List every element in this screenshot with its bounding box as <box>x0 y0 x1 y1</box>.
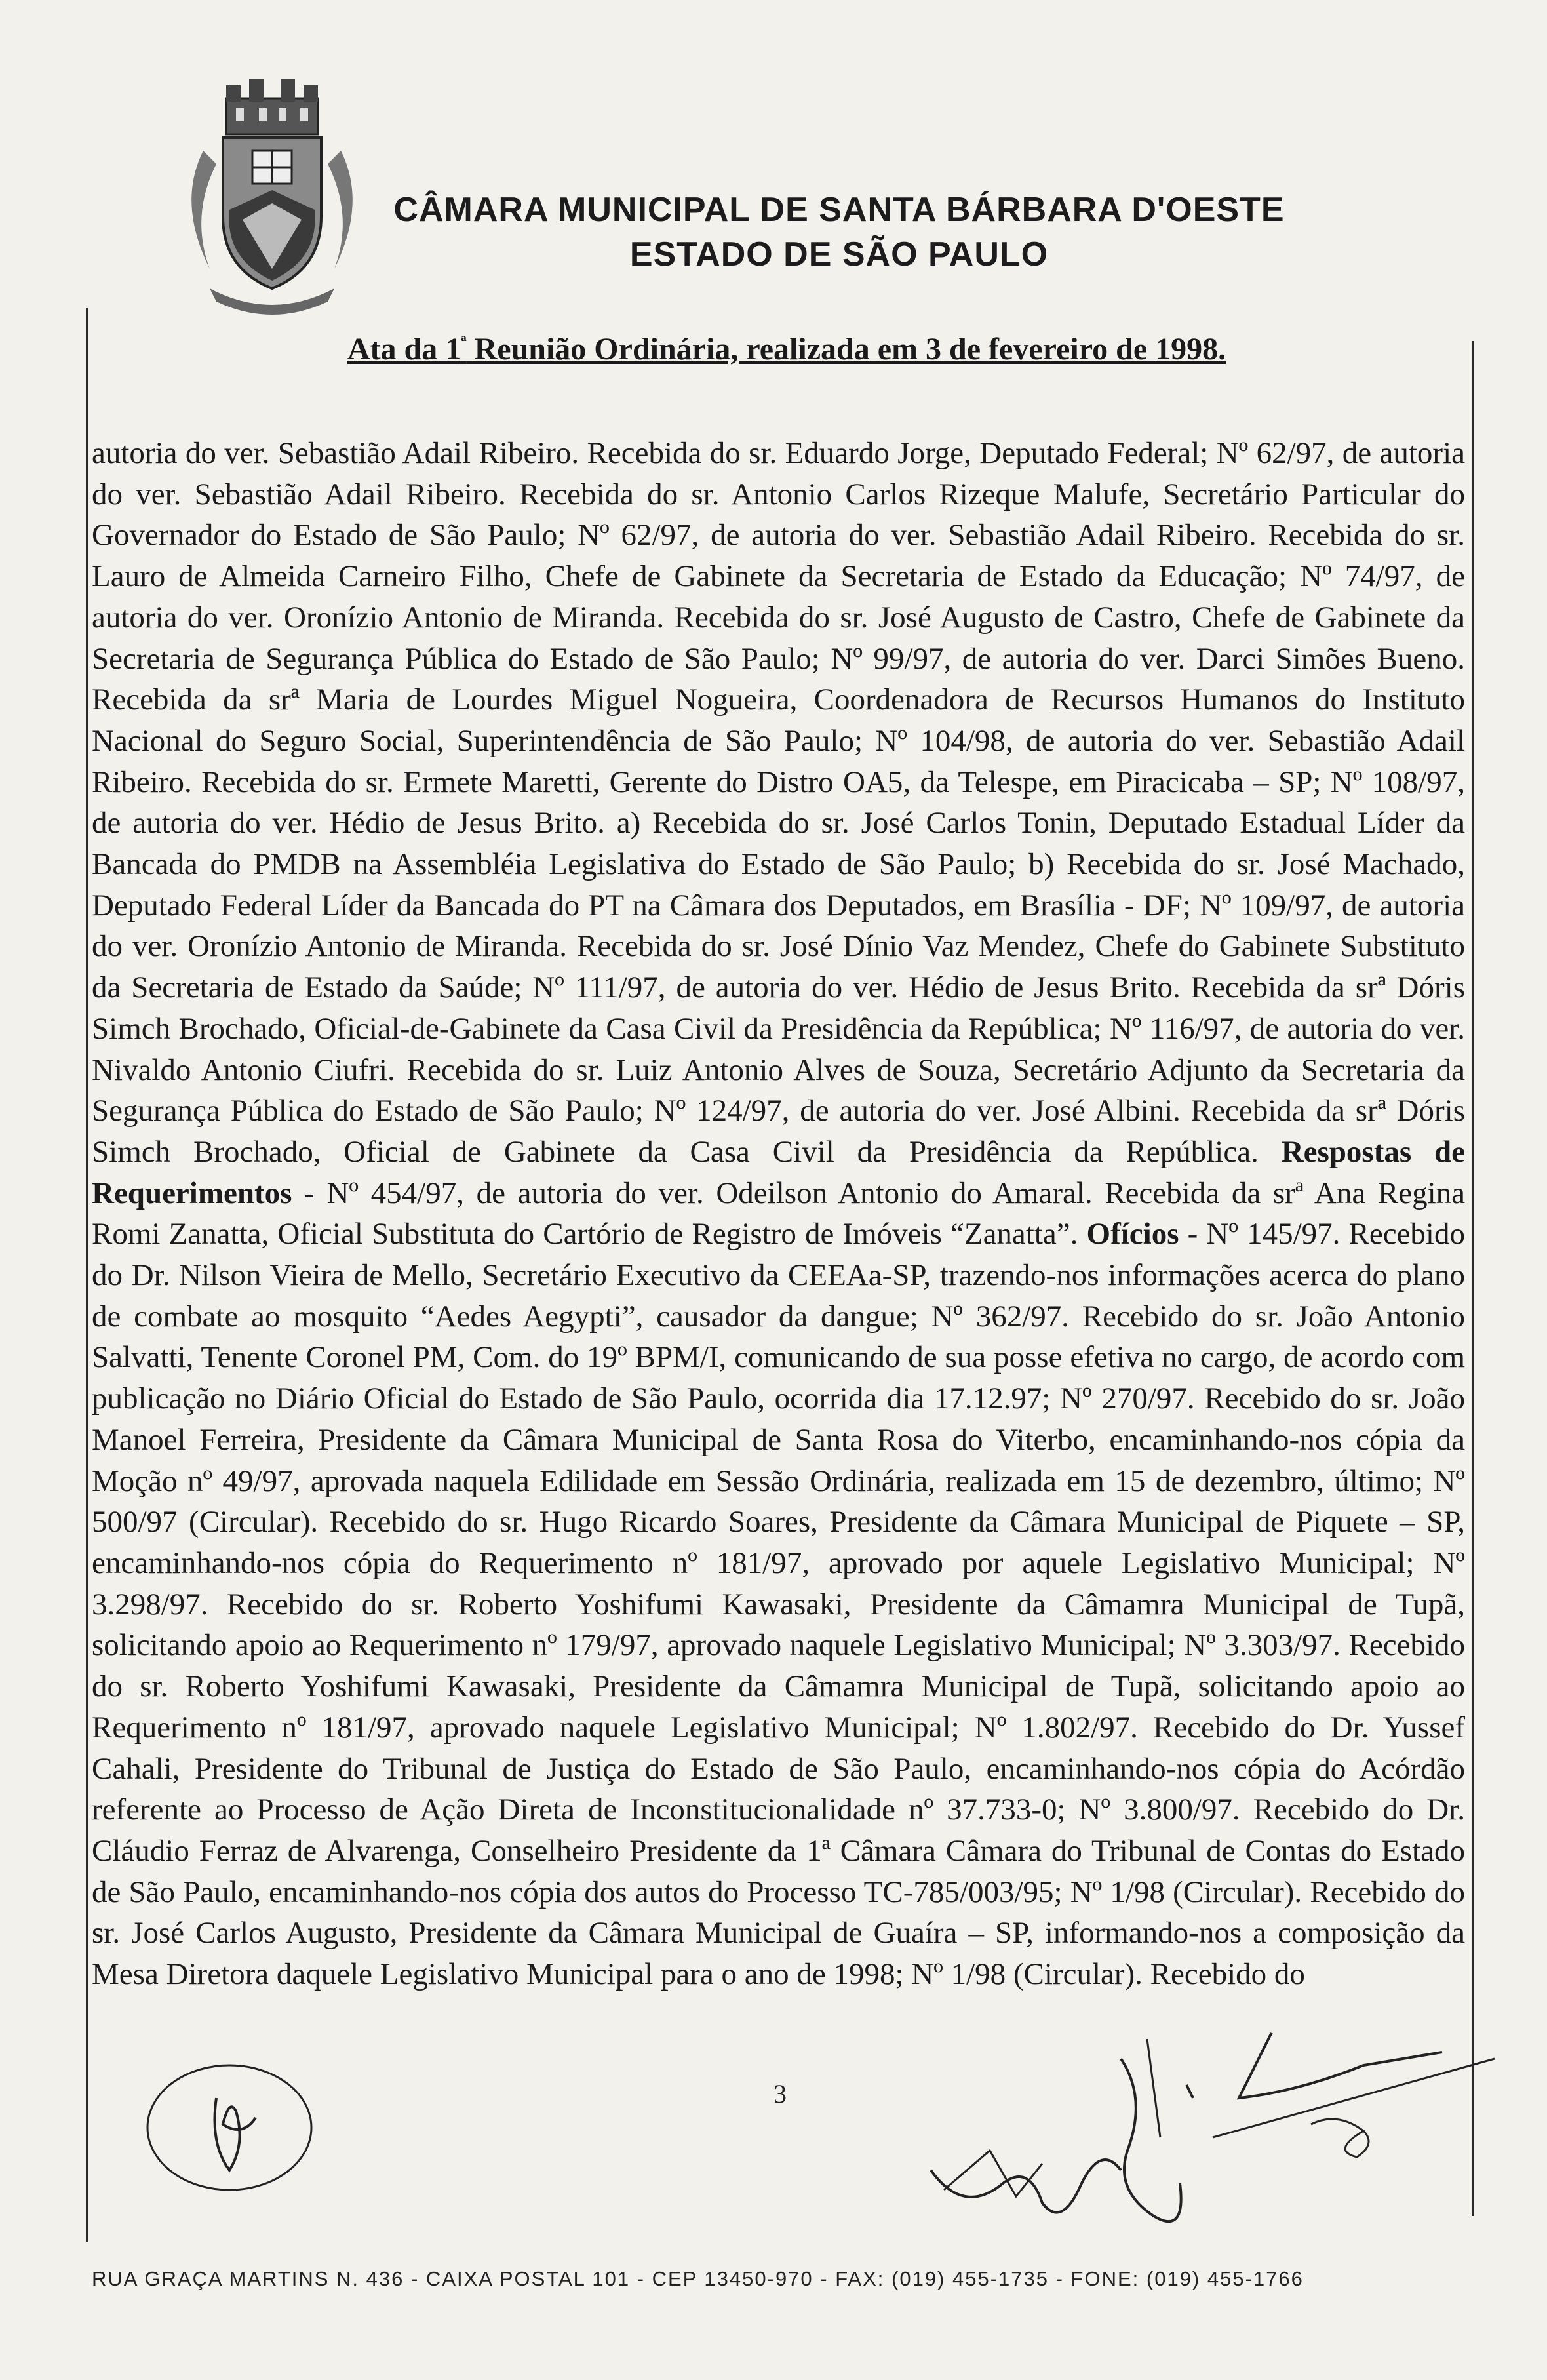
heading-responses: Respostas de Requerimentos <box>92 1134 1466 1210</box>
right-margin-rule <box>1472 341 1474 2216</box>
minutes-title <box>197 331 1377 367</box>
heading-letters: Ofícios <box>1086 1217 1179 1252</box>
body-paragraph-1: autoria do ver. Sebastião Adail Ribeiro. Recebida do sr. Eduardo Jorge, Deputado Federal; Nº 62/97, de autoria do ver. Sebastião Adail Ribeiro. Recebida do sr. Antonio Carlos Rizeque Malufe, Secretário Particular do Governador do Estado de São Paulo; Nº 62/97, de autoria do ver. Sebastião Adail Ribeiro. Recebida do sr. Lauro de Almeida Carneiro Filho, Chefe de Gabinete da Secretaria de Estado da Educação; Nº 74/97, de autoria do ver. Oronízio Antonio de Miranda. Recebida do sr. José Augusto de Castro, Chefe de Gabinete da Secretaria de Segurança Pública do Estado de São Paulo; Nº 99/97, de autoria do ver. Darci Simões Bueno. Recebida da srª Maria de Lourdes Miguel Nogueira, Coordenadora de Recursos Humanos do Instituto Nacional do Seguro Social, Superintendência de São Paulo; Nº 104/98, de autoria do ver. Sebastião Adail Ribeiro. Recebida do sr. Ermete Maretti, Gerente do Distro OA5, da Telespe, em Piracicaba – SP; Nº 108/97, de autoria do ver. Hédio de Jesus Brito. a) Recebida do sr. José Carlos Tonin, Deputado Estadual Líder da Bancada do PMDB na Assembléia Legislativa do Estado de São Paulo; b) Recebida do sr. José Machado, Deputado Federal Líder da Bancada do PT na Câmara dos Deputados, em Brasília - DF; Nº 109/97, de autoria do ver. Oronízio Antonio de Miranda. Recebida do sr. José Dínio Vaz Mendez, Chefe do Gabinete Substituto da Secretaria de Estado da Saúde; Nº 111/97, de autoria do ver. Hédio de Jesus Brito. Recebida da srª Dóris Simch Brochado, Oficial-de-Gabinete da Casa Civil da Presidência da República; Nº 116/97, de autoria do ver. Nivaldo Antonio Ciufri. Recebida do sr. Luiz Antonio Alves de Souza, Secretário Adjunto da Secretaria da Segurança Pública do Estado de São Paulo; Nº 124/97, de autoria do ver. José Albini. Recebida da srª Dóris Simch Brochado, Oficial de Gabinete da Casa Civil da Presidência da República. <box>92 436 1465 1169</box>
organization-name: CÂMARA MUNICIPAL DE SANTA BÁRBARA D'OESTE <box>393 191 1285 229</box>
initials-signature-icon <box>131 2039 328 2203</box>
handwritten-signatures-icon <box>905 2019 1508 2255</box>
title-rest: Reunião Ordinária, realizada em 3 de fevereiro de 1998. <box>466 332 1226 367</box>
title-ordinal: ª <box>461 332 467 353</box>
title-prefix: Ata da 1 <box>347 332 461 367</box>
page-number: 3 <box>774 2079 787 2109</box>
minutes-body <box>92 433 1465 1995</box>
page-footer-address: RUA GRAÇA MARTINS N. 436 - CAIXA POSTAL 101 - CEP 13450-970 - FAX: (019) 455-1735 - FONE: (019) 455-1766 <box>92 2267 1304 2290</box>
organization-state: ESTADO DE SÃO PAULO <box>629 235 1049 273</box>
left-margin-rule <box>86 308 88 2242</box>
body-paragraph-2: - Nº 454/97, de autoria do ver. Odeilson Antonio do Amaral. Recebida da srª Ana Regina Romi Zanatta, Oficial Substituta do Cartório de Registro de Imóveis “Zanatta”. <box>92 1176 1465 1252</box>
body-paragraph-3: - Nº 145/97. Recebido do Dr. Nilson Vieira de Mello, Secretário Executivo da CEEAa-SP, trazendo-nos informações acerca do plano de combate ao mosquito “Aedes Aegypti”, causador da dangue; Nº 362/97. Recebido do sr. João Antonio Salvatti, Tenente Coronel PM, Com. do 19º BPM/I, comunicando de sua posse efetiva no cargo, de acordo com publicação no Diário Oficial do Estado de São Paulo, ocorrida dia 17.12.97; Nº 270/97. Recebido do sr. João Manoel Ferreira, Presidente da Câmara Municipal de Santa Rosa do Viterbo, encaminhando-nos cópia da Moção nº 49/97, aprovada naquela Edilidade em Sessão Ordinária, realizada em 15 de dezembro, último; Nº 500/97 (Circular). Recebido do sr. Hugo Ricardo Soares, Presidente da Câmara Municipal de Piquete – SP, encaminhando-nos cópia do Requerimento nº 181/97, aprovado por aquele Legislativo Municipal; Nº 3.298/97. Recebido do sr. Roberto Yoshifumi Kawasaki, Presidente da Câmamra Municipal de Tupã, solicitando apoio ao Requerimento nº 179/97, aprovado naquele Legislativo Municipal; Nº 3.303/97. Recebido do sr. Roberto Yoshifumi Kawasaki, Presidente da Câmamra Municipal de Tupã, solicitando apoio ao Requerimento nº 181/97, aprovado naquele Legislativo Municipal; Nº 1.802/97. Recebido do Dr. Yussef Cahali, Presidente do Tribunal de Justiça do Estado de São Paulo, encaminhando-nos cópia do Acórdão referente ao Processo de Ação Direta de Inconstitucionalidade nº 37.733-0; Nº 3.800/97. Recebido do Dr. Cláudio Ferraz de Alvarenga, Conselheiro Presidente da 1ª Câmara Câmara do Tribunal de Contas do Estado de São Paulo, encaminhando-nos cópia dos autos do Processo TC-785/003/95; Nº 1/98 (Circular). Recebido do sr. José Carlos Augusto, Presidente da Câmara Municipal de Guaíra – SP, informando-nos a composição da Mesa Diretora daquele Legislativo Municipal para o ano de 1998; Nº 1/98 (Circular). Recebido do <box>92 1217 1465 1992</box>
municipal-coat-of-arms-icon <box>164 72 380 321</box>
